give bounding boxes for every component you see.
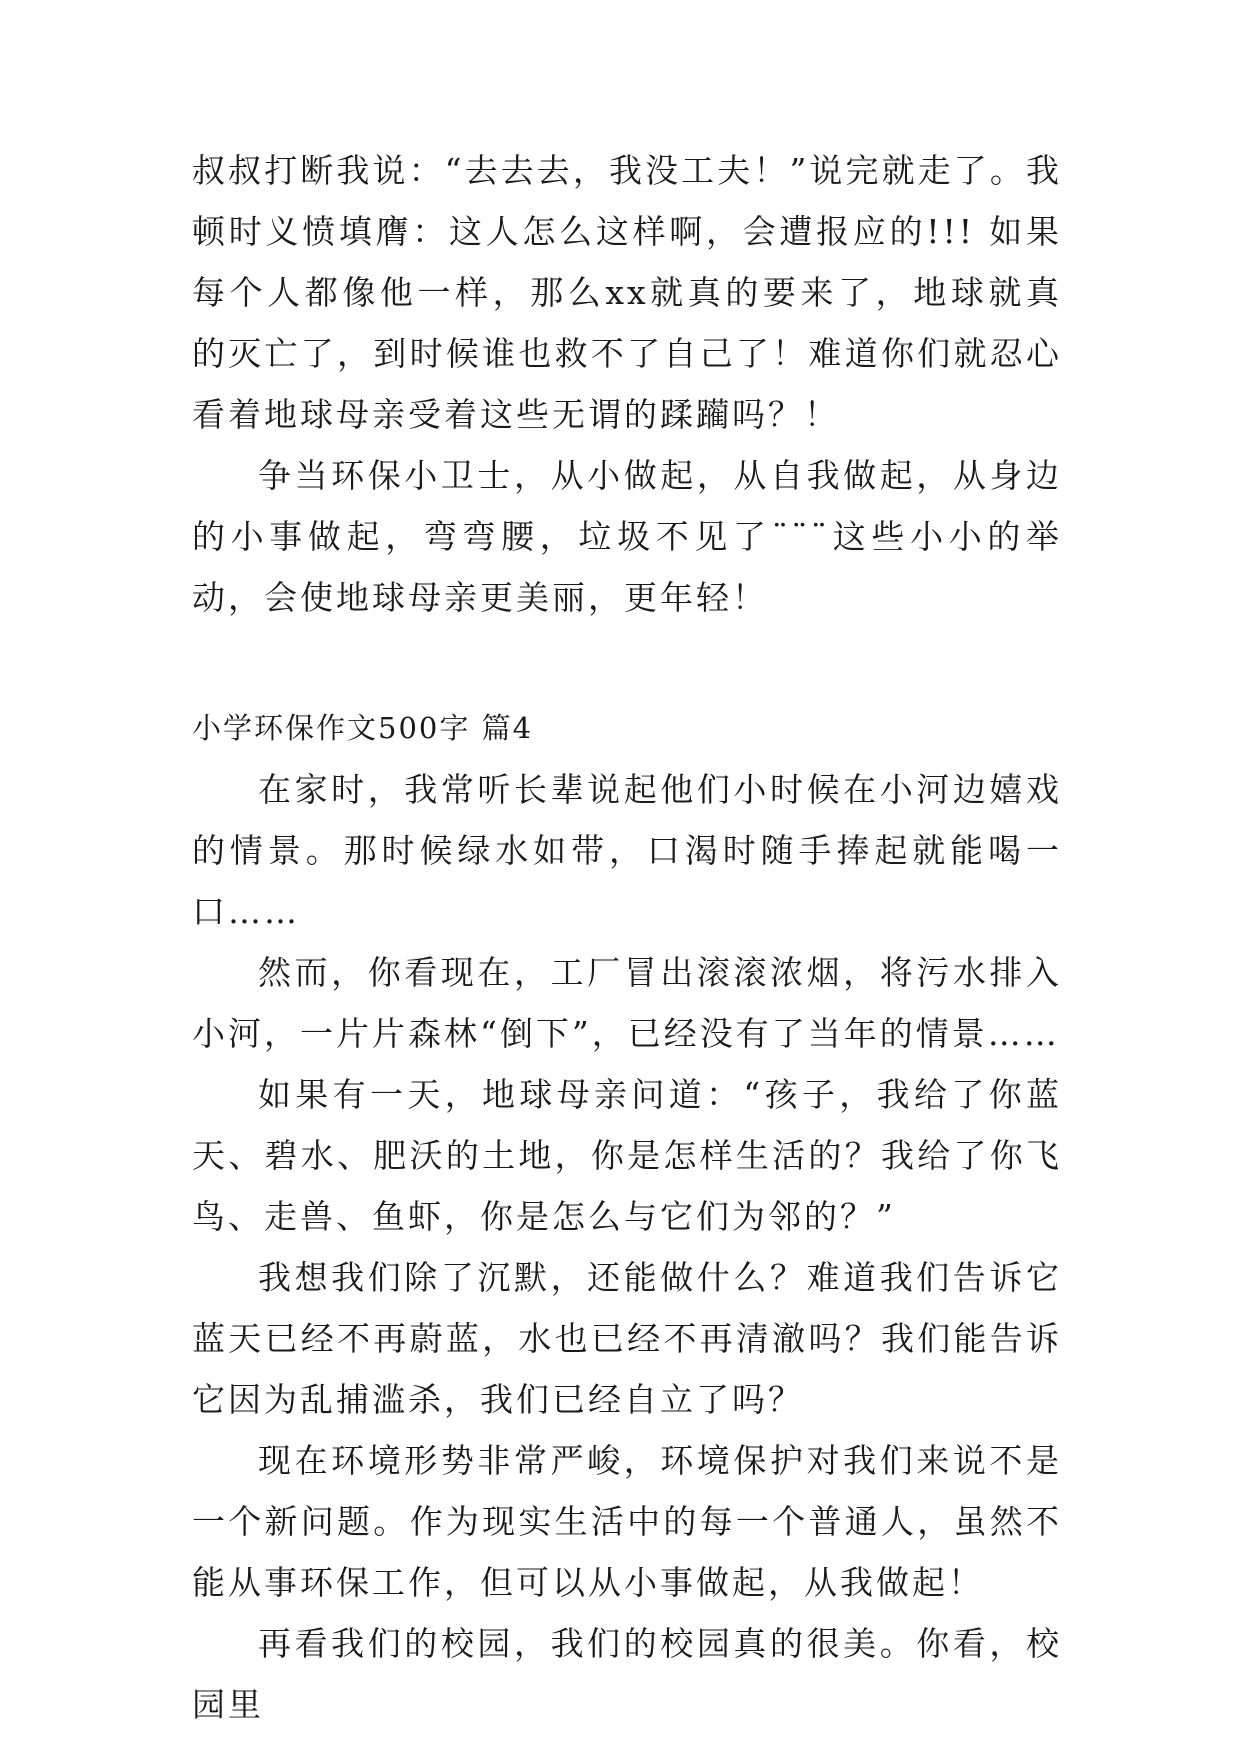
- section-spacer: [192, 628, 1062, 698]
- paragraph-continued: 叔叔打断我说：“去去去，我没工夫！”说完就走了。我顿时义愤填膺：这人怎么这样啊，会遭报应的!!! 如果每个人都像他一样，那么xx就真的要来了，地球就真的灭亡了，到时候谁也救不了自己了！难道你们就忍心看着地球母亲受着这些无谓的蹂躏吗？！: [192, 151, 1062, 434]
- paragraph-pollution-now: 然而，你看现在，工厂冒出滚滚浓烟，将污水排入小河，一片片森林“倒下”，已经没有了当年的情景……: [192, 953, 1062, 1053]
- paragraph-environment-guardian: 争当环保小卫士，从小做起，从自我做起，从身边的小事做起，弯弯腰，垃圾不见了¨¨¨这些小小的举动，会使地球母亲更美丽，更年轻！: [192, 456, 1062, 617]
- paragraph-campus: 再看我们的校园，我们的校园真的很美。你看，校园里: [192, 1624, 1062, 1724]
- section-heading: 小学环保作文500字 篇4: [192, 711, 534, 745]
- paragraph-environment-severe: 现在环境形势非常严峻，环境保护对我们来说不是一个新问题。作为现实生活中的每一个普通人，虽然不能从事环保工作，但可以从小事做起，从我做起！: [192, 1441, 1062, 1602]
- paragraph-silence: 我想我们除了沉默，还能做什么？难道我们告诉它蓝天已经不再蔚蓝，水也已经不再清澈吗？我们能告诉它因为乱捕滥杀，我们已经自立了吗？: [192, 1258, 1062, 1419]
- paragraph-childhood-river: 在家时，我常听长辈说起他们小时候在小河边嬉戏的情景。那时候绿水如带，口渴时随手捧起就能喝一口……: [192, 770, 1062, 931]
- document-page: [192, 140, 1062, 1735]
- paragraph-mother-earth-asks: 如果有一天，地球母亲问道：“孩子，我给了你蓝天、碧水、肥沃的土地，你是怎样生活的？我给了你飞鸟、走兽、鱼虾，你是怎么与它们为邻的？”: [192, 1075, 1062, 1236]
